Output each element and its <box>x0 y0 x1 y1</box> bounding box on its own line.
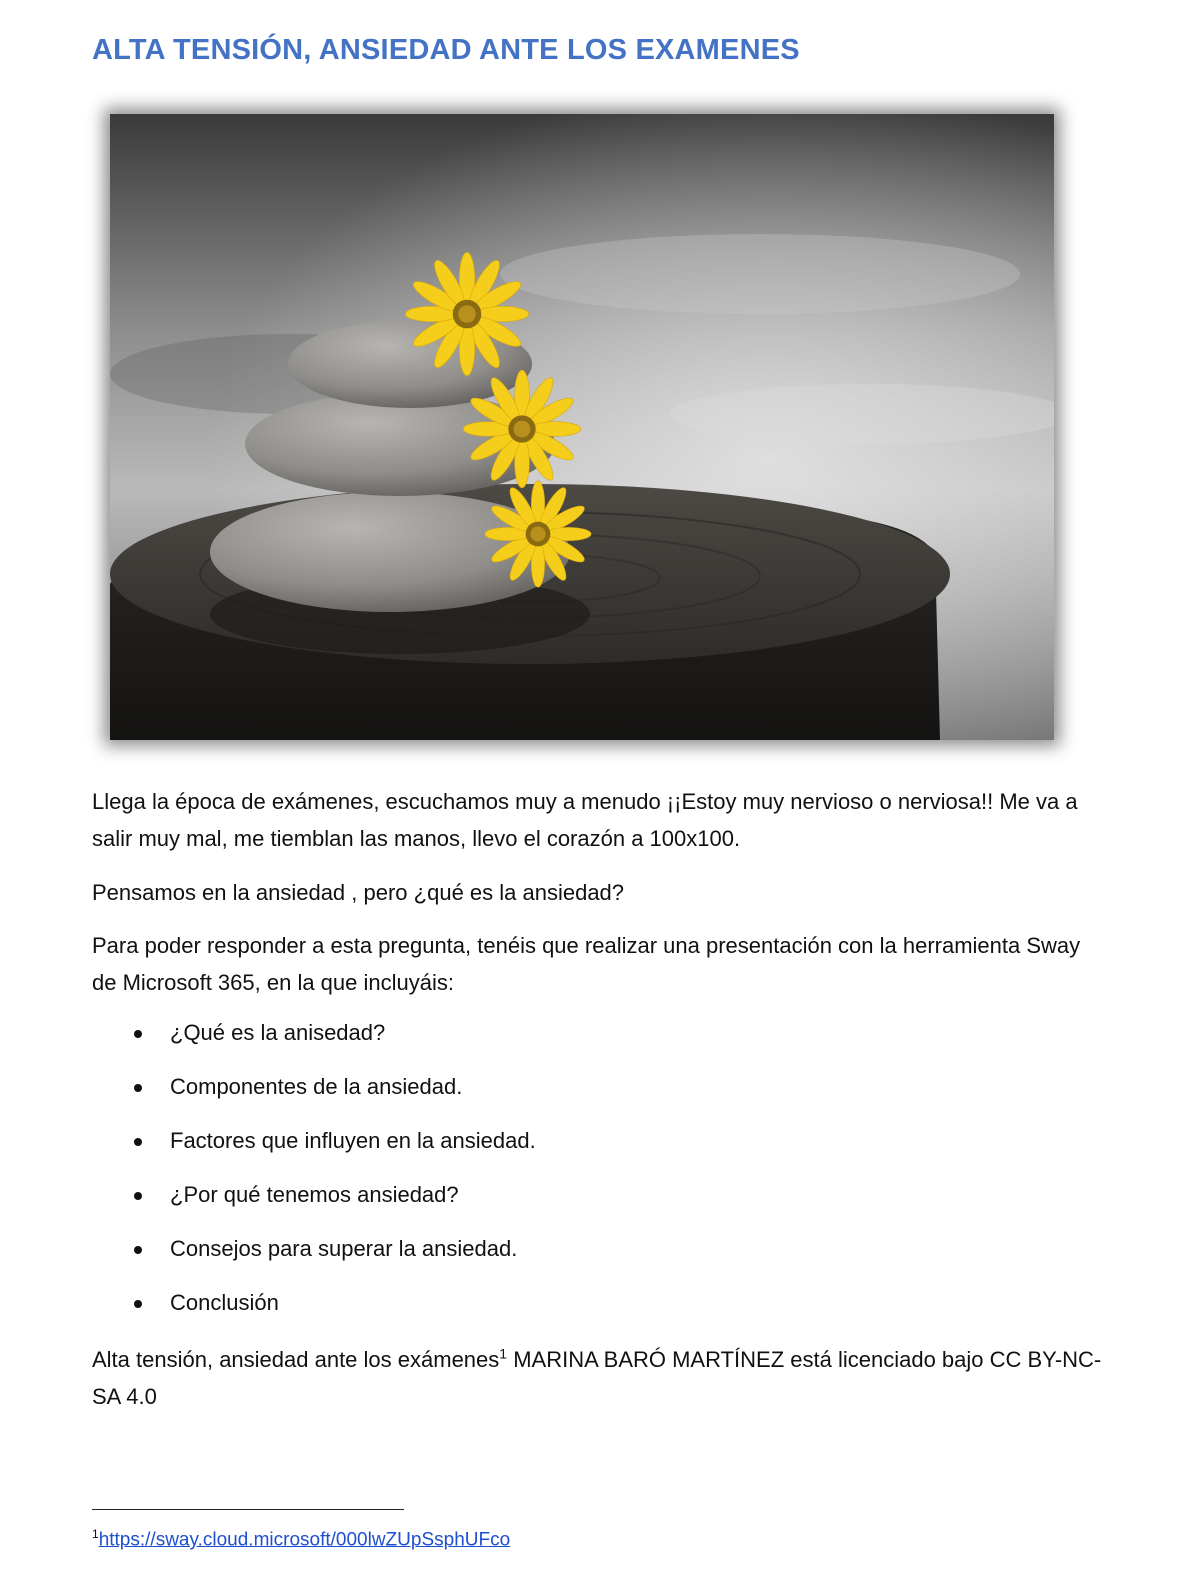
topics-list <box>92 1018 536 1342</box>
list-item-text: Conclusión <box>170 1290 279 1315</box>
list-item-text: Consejos para superar la ansiedad. <box>170 1236 518 1261</box>
question-paragraph: Pensamos en la ansiedad , pero ¿qué es la ansiedad? <box>92 880 625 905</box>
list-item <box>92 1126 536 1180</box>
bullet-dot-icon <box>134 1192 142 1200</box>
bullet-dot-icon <box>134 1030 142 1038</box>
license-paragraph <box>92 1341 1102 1415</box>
bullet-dot-icon <box>134 1084 142 1092</box>
instructions-paragraph: Para poder responder a esta pregunta, tenéis que realizar una presentación con la herramienta Sway de Microsoft 365, en la que incluyáis: <box>92 933 1081 995</box>
list-item <box>92 1018 536 1072</box>
document-title: ALTA TENSIÓN, ANSIEDAD ANTE LOS EXAMENES <box>92 34 800 66</box>
list-item <box>92 1072 536 1126</box>
stones-daisies-photo <box>110 114 1054 740</box>
footnote <box>92 1527 510 1551</box>
footnote-separator <box>92 1509 404 1510</box>
sway-link[interactable]: https://sway.cloud.microsoft/000lwZUpSsphUFco <box>98 1529 511 1551</box>
license-text: MARINA BARÓ MARTÍNEZ está licenciado bajo CC BY-NC-SA 4.0 <box>92 1347 1102 1409</box>
footnote-reference[interactable]: 1 <box>499 1345 508 1362</box>
bullet-dot-icon <box>134 1300 142 1308</box>
photo-frame <box>92 96 1072 758</box>
list-item-text: Factores que influyen en la ansiedad. <box>170 1128 536 1153</box>
footnote-marker: 1 <box>92 1527 99 1541</box>
bullet-dot-icon <box>134 1246 142 1254</box>
list-item-text: Componentes de la ansiedad. <box>170 1074 463 1099</box>
list-item <box>92 1234 536 1288</box>
list-item <box>92 1288 536 1342</box>
list-item-text: ¿Qué es la anisedad? <box>170 1020 386 1045</box>
intro-paragraph: Llega la época de exámenes, escuchamos muy a menudo ¡¡Estoy muy nervioso o nerviosa!! Me va a salir muy mal, me tiemblan las manos, llevo el corazón a 100x100. <box>92 789 1078 851</box>
list-item <box>92 1180 536 1234</box>
work-title: Alta tensión, ansiedad ante los exámenes <box>92 1347 500 1372</box>
bullet-dot-icon <box>134 1138 142 1146</box>
list-item-text: ¿Por qué tenemos ansiedad? <box>170 1182 459 1207</box>
